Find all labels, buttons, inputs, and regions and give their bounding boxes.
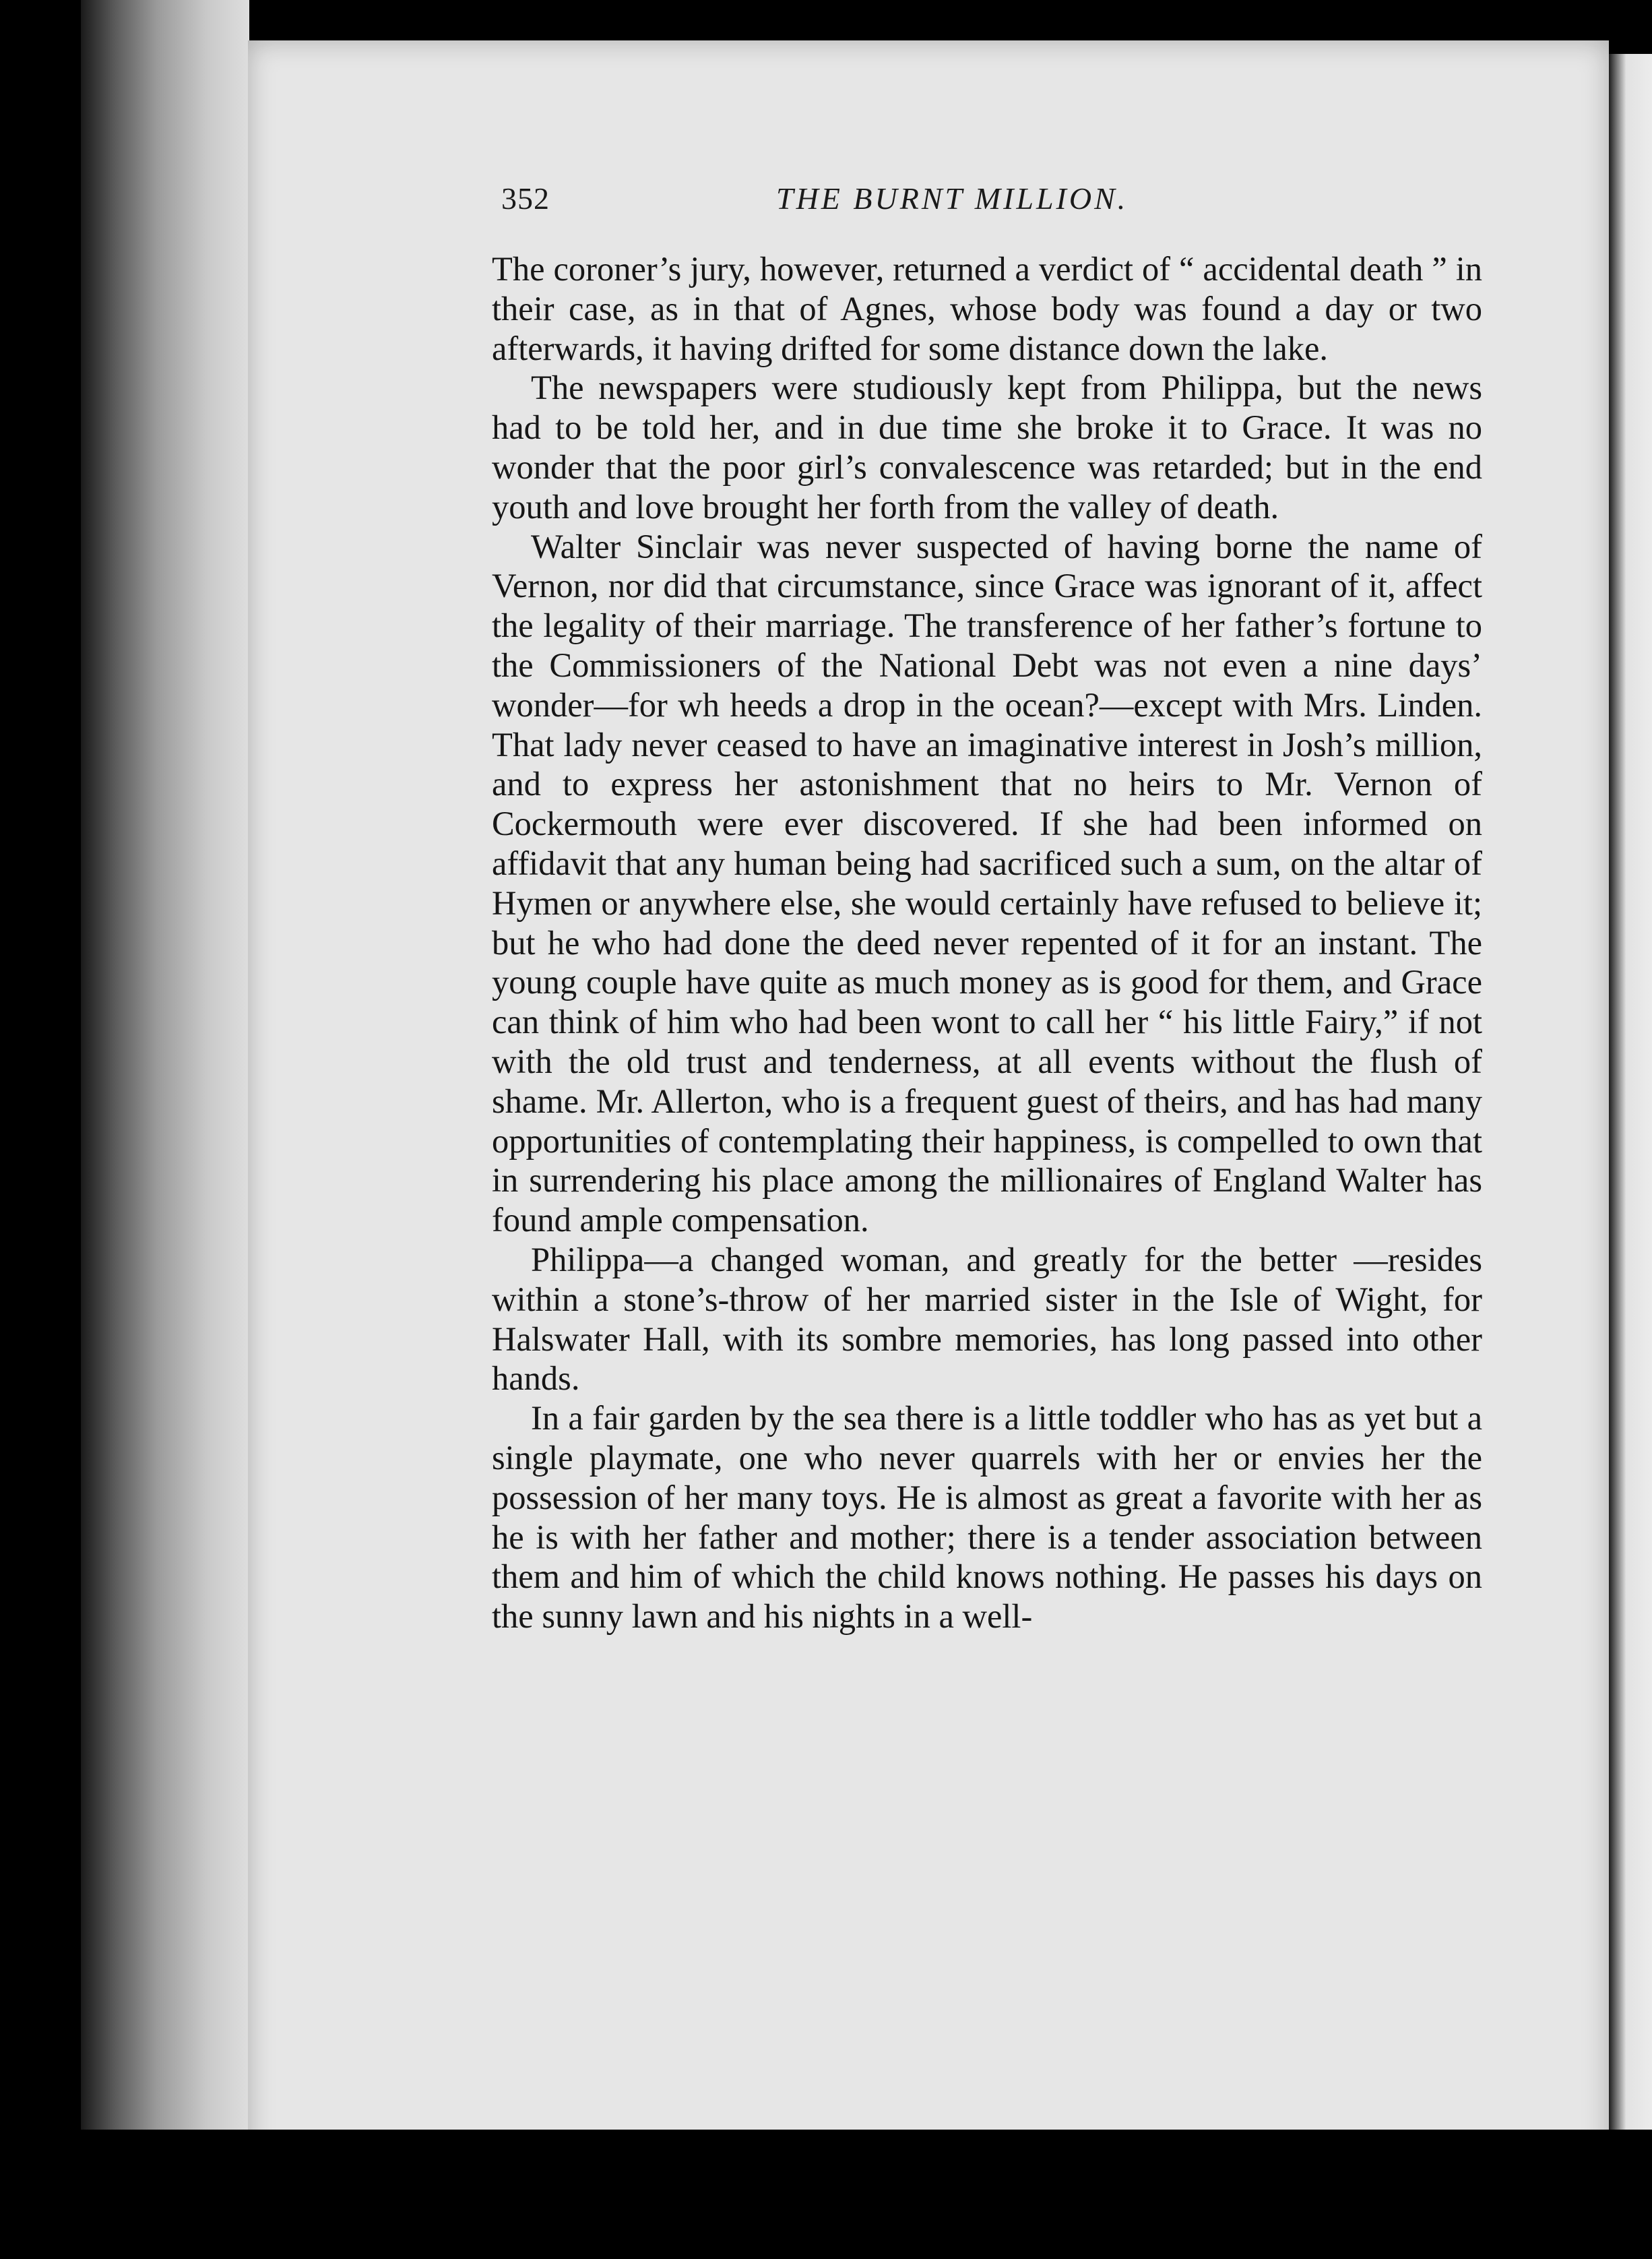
- running-title: THE BURNT MILLION.: [776, 181, 1129, 216]
- paragraph-4: Philippa—a changed woman, and greatly for the better —resides within a stone’s-throw of her married sister in the Isle of Wight, for Halswater Hall, with its sombre memories, has long passed into other hands.: [492, 1240, 1482, 1398]
- running-head: [501, 181, 1498, 228]
- page-number: 352: [501, 181, 550, 216]
- paragraph-2: The newspapers were studiously kept from Philippa, but the news had to be told her, and in due time she broke it to Grace. It was no wonder that the poor girl’s convalescence was retarded; but in the end youth and love brought her forth from the valley of death.: [492, 369, 1482, 526]
- page-bottom-shadow: [81, 2130, 1652, 2259]
- body-text: [492, 249, 1482, 1636]
- next-page-edge: [1609, 54, 1652, 2170]
- paragraph-3: Walter Sinclair was never suspected of having borne the name of Vernon, nor did that circumstance, since Grace was ignorant of it, affect the legality of their marriage. The transference of her father’s fortune to the Commissioners of the National Debt was not even a nine days’ wonder—for wh heeds a drop in the ocean?—except with Mrs. Linden. That lady never ceased to have an imaginative interest in Josh’s million, and to express her astonishment that no heirs to Mr. Vernon of Cockermouth were ever discovered. If she had been informed on affidavit that any human being had sacrificed such a sum, on the altar of Hymen or anywhere else, she would certainly have refused to believe it; but he who had done the deed never repented of it for an instant. The young couple have quite as much money as is good for them, and Grace can think of him who had been wont to call her “ his little Fairy,” if not with the old trust and tenderness, at all events without the flush of shame. Mr. Allerton, who is a frequent guest of theirs, and has had many opportunities of contemplating their happiness, is compelled to own that in surrendering his place among the millionaires of England Walter has found ample compensation.: [492, 527, 1482, 1239]
- paragraph-5: In a fair garden by the sea there is a little toddler who has as yet but a single playmate, one who never quarrels with her or envies her the possession of her many toys. He is almost as great a favorite with her as he is with her father and mother; there is a tender association between them and him of which the child knows nothing. He passes his days on the sunny lawn and his nights in a well-: [492, 1399, 1482, 1636]
- book-spine-edge: [81, 0, 249, 2130]
- paragraph-1: The coroner’s jury, however, returned a verdict of “ accidental death ” in their case, as in that of Agnes, whose body was found a day or two afterwards, it having drifted for some distance down the lake.: [492, 250, 1482, 367]
